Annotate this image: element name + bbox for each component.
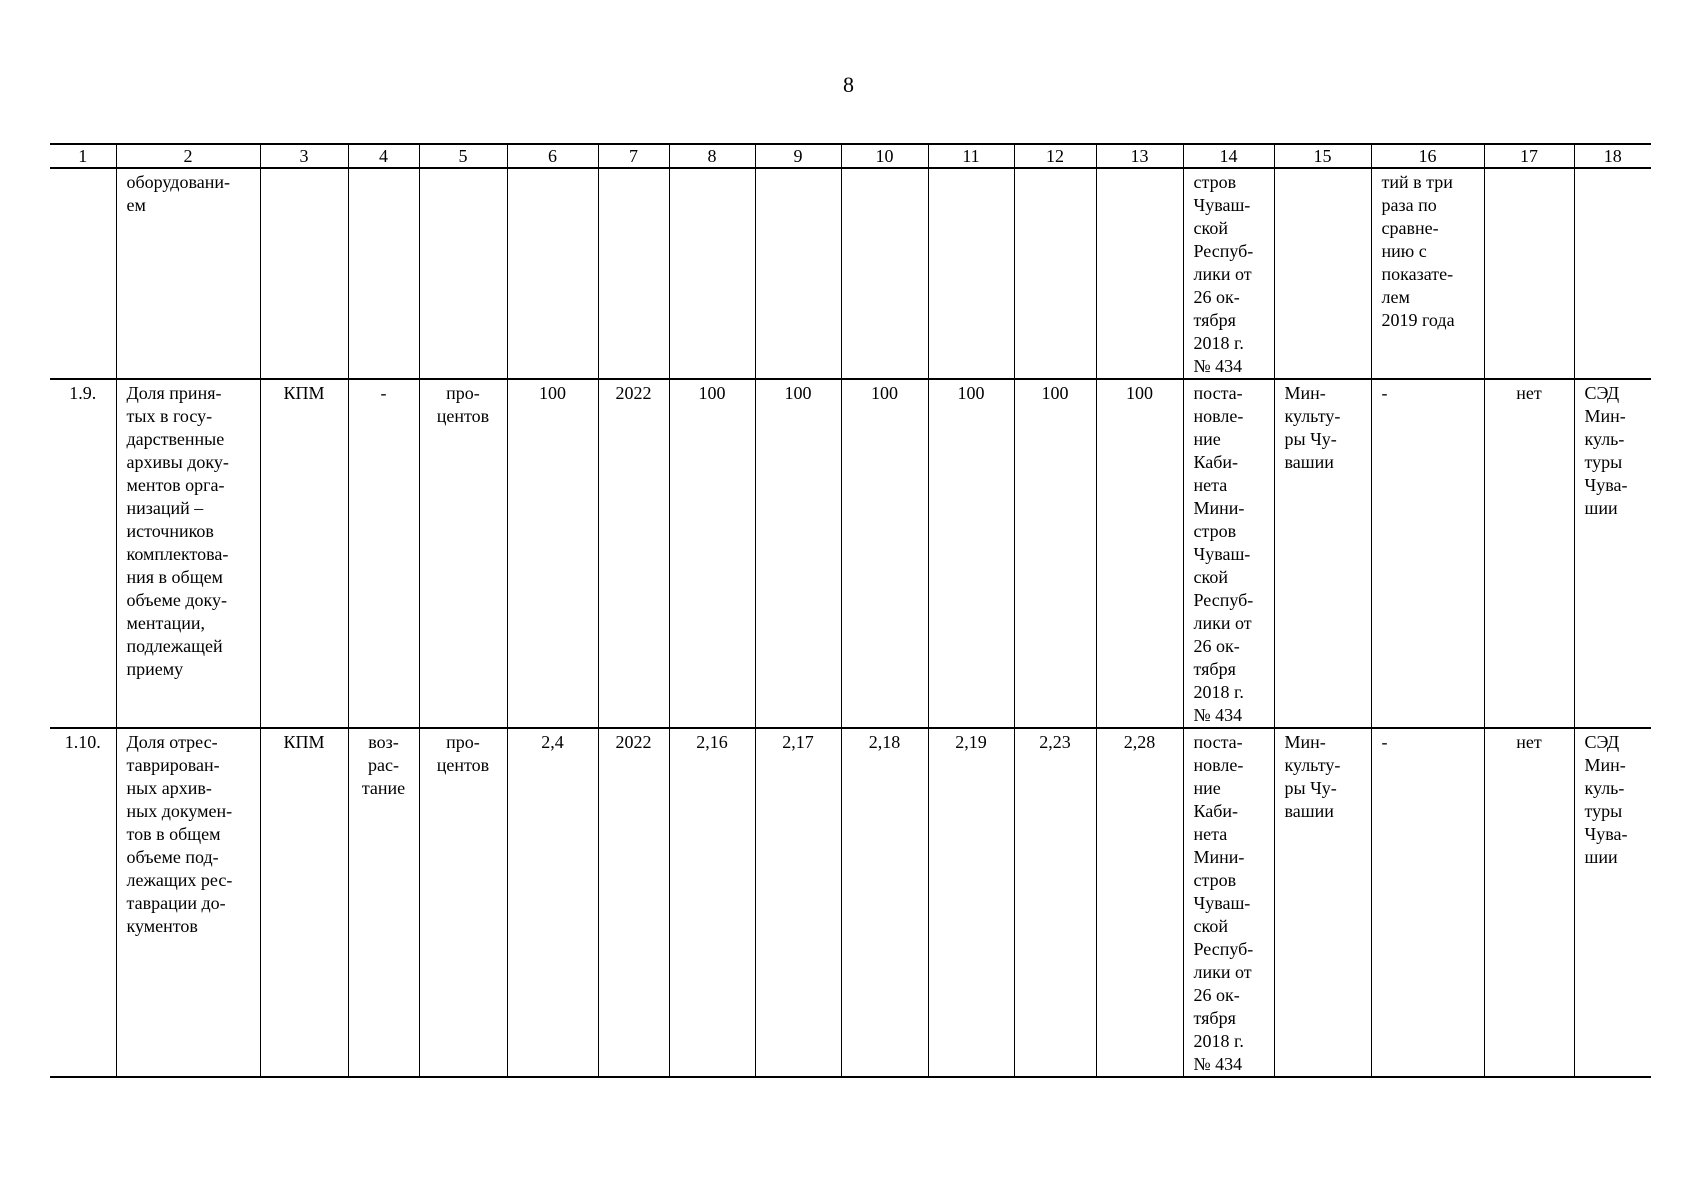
indicator-name: Доля отрес- таврирован- ных архив- ных докумен- тов в общем объеме под- лежащих рес- таврации до- кументов	[116, 728, 260, 1077]
responsible-body: Мин- культу- ры Чу- вашии	[1274, 379, 1371, 728]
table-row	[50, 728, 1651, 1077]
responsible-body	[1274, 168, 1371, 379]
value-col-10: 100	[841, 379, 928, 728]
column-number: 17	[1484, 144, 1574, 168]
value-col-12: 100	[1014, 379, 1096, 728]
column-number: 1	[50, 144, 116, 168]
row-number	[50, 168, 116, 379]
page-number: 8	[843, 72, 854, 97]
column-number: 4	[348, 144, 419, 168]
column-number: 18	[1574, 144, 1651, 168]
column-number: 9	[755, 144, 841, 168]
legal-document: поста- новле- ние Каби- нета Мини- стров Чуваш- ской Респуб- лики от 26 ок- тября 2018 г. № 434	[1183, 728, 1274, 1077]
value-col-9: 100	[755, 379, 841, 728]
column-number: 3	[260, 144, 348, 168]
value-col-12	[1014, 168, 1096, 379]
column-number: 6	[507, 144, 598, 168]
information-system: СЭД Мин- куль- туры Чува- шии	[1574, 379, 1651, 728]
target-link: -	[1371, 728, 1484, 1077]
indicator-name: оборудовани- ем	[116, 168, 260, 379]
base-year: 2022	[598, 728, 669, 1077]
value-col-13	[1096, 168, 1183, 379]
column-number: 7	[598, 144, 669, 168]
information-system	[1574, 168, 1651, 379]
table-row	[50, 379, 1651, 728]
gis-flag: нет	[1484, 379, 1574, 728]
value-col-13: 100	[1096, 379, 1183, 728]
column-number: 13	[1096, 144, 1183, 168]
gis-flag	[1484, 168, 1574, 379]
gis-flag: нет	[1484, 728, 1574, 1077]
column-number: 10	[841, 144, 928, 168]
value-col-11: 100	[928, 379, 1014, 728]
legal-document: стров Чуваш- ской Респуб- лики от 26 ок- тября 2018 г. № 434	[1183, 168, 1274, 379]
row-number: 1.9.	[50, 379, 116, 728]
base-year: 2022	[598, 379, 669, 728]
unit-of-measure	[419, 168, 507, 379]
target-link: тий в три раза по сравне- нию с показате- лем 2019 года	[1371, 168, 1484, 379]
indicator-type	[260, 168, 348, 379]
value-col-9: 2,17	[755, 728, 841, 1077]
value-col-8: 2,16	[669, 728, 755, 1077]
column-number: 14	[1183, 144, 1274, 168]
column-number: 11	[928, 144, 1014, 168]
base-value: 100	[507, 379, 598, 728]
indicator-direction	[348, 168, 419, 379]
indicator-direction: воз- рас- тание	[348, 728, 419, 1077]
value-col-10: 2,18	[841, 728, 928, 1077]
column-number: 2	[116, 144, 260, 168]
indicator-type: КПМ	[260, 728, 348, 1077]
column-number: 5	[419, 144, 507, 168]
responsible-body: Мин- культу- ры Чу- вашии	[1274, 728, 1371, 1077]
unit-of-measure: про- центов	[419, 728, 507, 1077]
column-number: 15	[1274, 144, 1371, 168]
column-number-header	[50, 144, 1651, 168]
value-col-13: 2,28	[1096, 728, 1183, 1077]
base-value: 2,4	[507, 728, 598, 1077]
target-link: -	[1371, 379, 1484, 728]
value-col-10	[841, 168, 928, 379]
value-col-8: 100	[669, 379, 755, 728]
value-col-8	[669, 168, 755, 379]
value-col-11	[928, 168, 1014, 379]
base-value	[507, 168, 598, 379]
value-col-12: 2,23	[1014, 728, 1096, 1077]
information-system: СЭД Мин- куль- туры Чува- шии	[1574, 728, 1651, 1077]
column-number: 12	[1014, 144, 1096, 168]
indicator-type: КПМ	[260, 379, 348, 728]
value-col-11: 2,19	[928, 728, 1014, 1077]
indicator-name: Доля приня- тых в госу- дарственные архивы доку- ментов орга- низаций – источников комплектова- ния в общем объеме доку- ментации, подлежащей приему	[116, 379, 260, 728]
indicators-table	[50, 143, 1651, 1078]
column-number: 8	[669, 144, 755, 168]
base-year	[598, 168, 669, 379]
legal-document: поста- новле- ние Каби- нета Мини- стров Чуваш- ской Респуб- лики от 26 ок- тября 2018 г. № 434	[1183, 379, 1274, 728]
table-row	[50, 168, 1651, 379]
row-number: 1.10.	[50, 728, 116, 1077]
value-col-9	[755, 168, 841, 379]
unit-of-measure: про- центов	[419, 379, 507, 728]
indicator-direction: -	[348, 379, 419, 728]
column-number: 16	[1371, 144, 1484, 168]
